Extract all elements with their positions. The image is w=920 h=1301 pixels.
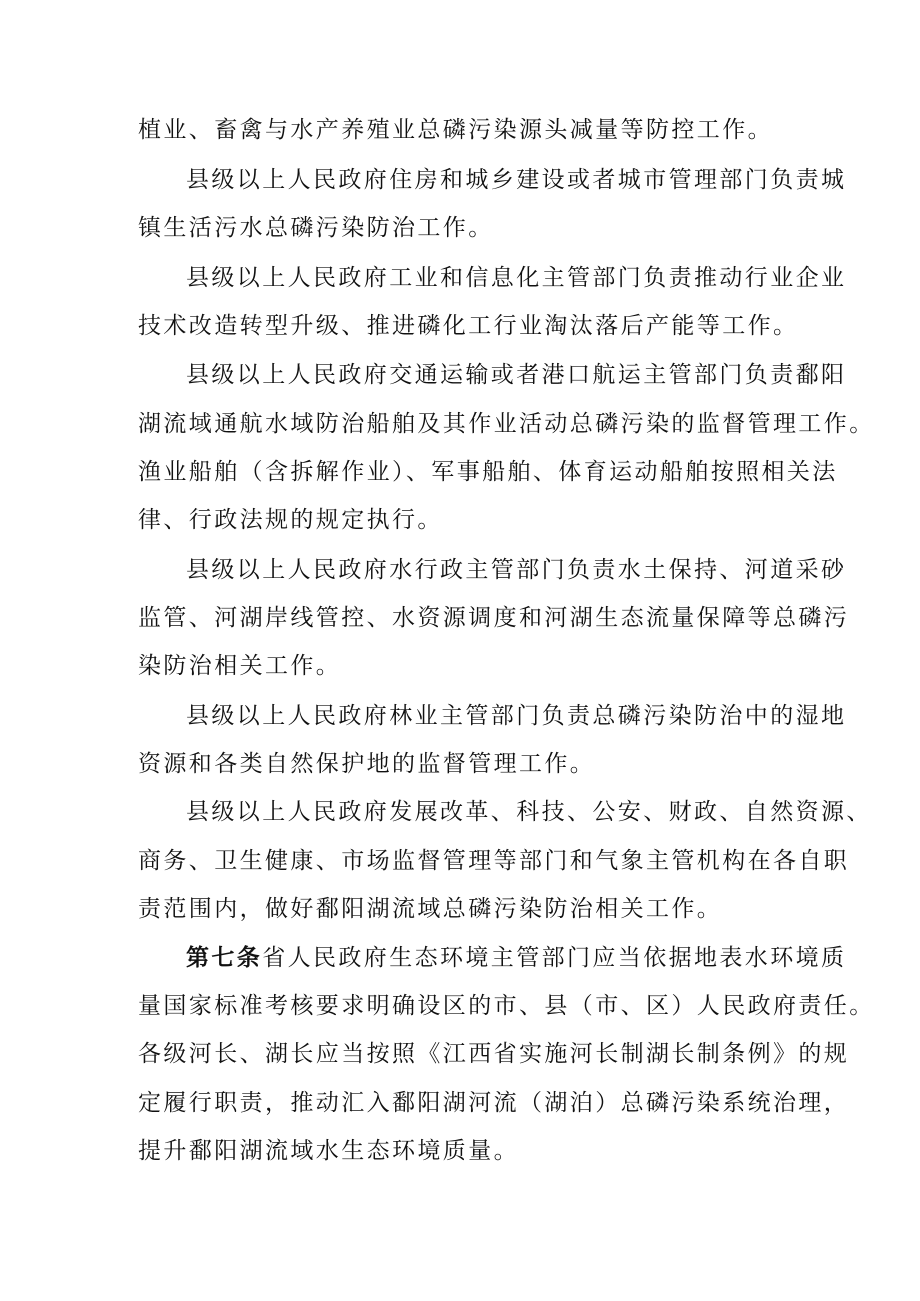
paragraph-line: 技术改造转型升级、推进磷化工行业淘汰落后产能等工作。 (138, 313, 799, 339)
paragraph-line: 资源和各类自然保护地的监督管理工作。 (138, 751, 596, 777)
paragraph-line: 提升鄱阳湖流域水生态环境质量。 (138, 1138, 519, 1164)
paragraph-line: 植业、畜禽与水产养殖业总磷污染源头减量等防控工作。 (138, 117, 773, 143)
paragraph-line: 各级河长、湖长应当按照《江西省实施河长制湖长制条例》的规 (138, 1041, 850, 1067)
paragraph-line: 湖流域通航水域防治船舶及其作业活动总磷污染的监督管理工作。 (138, 411, 875, 437)
paragraph-text: 省人民政府生态环境主管部门应当依据地表水环境质 (262, 945, 847, 971)
paragraph-line: 染防治相关工作。 (138, 653, 342, 679)
paragraph-line: 商务、卫生健康、市场监督管理等部门和气象主管机构在各自职 (138, 848, 850, 874)
paragraph-line: 县级以上人民政府住房和城乡建设或者城市管理部门负责城 (186, 167, 847, 193)
paragraph-line: 定履行职责，推动汇入鄱阳湖河流（湖泊）总磷污染系统治理， (138, 1090, 850, 1116)
paragraph-line: 县级以上人民政府交通运输或者港口航运主管部门负责鄱阳 (186, 362, 847, 388)
paragraph-line: 县级以上人民政府工业和信息化主管部门负责推动行业企业 (186, 265, 847, 291)
paragraph-line: 县级以上人民政府林业主管部门负责总磷污染防治中的湿地 (186, 703, 847, 729)
paragraph-line: 渔业船舶（含拆解作业）、军事船舶、体育运动船舶按照相关法 (138, 459, 838, 485)
paragraph-line: 量国家标准考核要求明确设区的市、县（市、区）人民政府责任。 (138, 993, 875, 1019)
paragraph-line: 县级以上人民政府发展改革、科技、公安、财政、自然资源、 (186, 799, 872, 825)
paragraph-line: 县级以上人民政府水行政主管部门负责水土保持、河道采砂 (186, 557, 847, 583)
paragraph-line: 律、行政法规的规定执行。 (138, 507, 443, 533)
paragraph-line: 责范围内，做好鄱阳湖流域总磷污染防治相关工作。 (138, 896, 723, 922)
article-seven-first-line (186, 938, 847, 978)
paragraph-line: 监管、河湖岸线管控、水资源调度和河湖生态流量保障等总磷污 (138, 605, 850, 631)
article-heading: 第七条 (186, 944, 263, 971)
paragraph-line: 镇生活污水总磷污染防治工作。 (138, 215, 494, 241)
